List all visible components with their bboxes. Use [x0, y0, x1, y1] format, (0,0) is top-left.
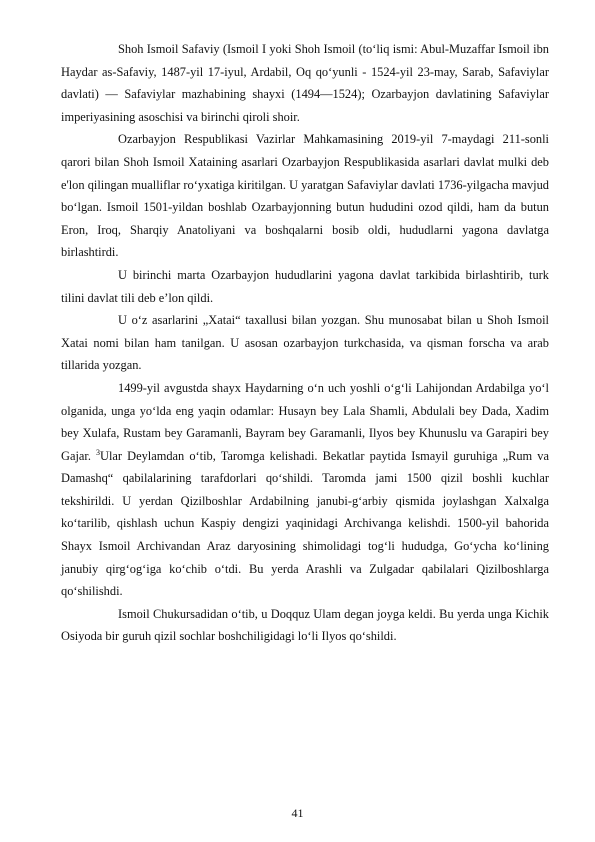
- paragraph-state-language: U birinchi marta Ozarbayjon hududlarini yagona davlat tarkibida birlashtirib, turk tilini davlat tili deb e’lon qildi.: [61, 267, 549, 305]
- paragraph-1499-journey-continued: Ular Deylamdan oʻtib, Taromga kelishadi. Bekatlar paytida Ismayil guruhiga „Rum va Damashq“ qabilalarining tarafdorlari qoʻshildi. Taromda jami 1500 qizil boshli kuchlar tekshirildi. U yerdan Qizilboshlar Ardabilning janubi-gʻarbiy qismida joylashgan Xalxalga koʻtarilib, qishlash uchun Kaspiy dengizi yaqinidagi Archivanga kelishdi. 1500-yil bahorida Shayx Ismoil Archivandan Araz daryosining shimolidagi togʻli hududga, Goʻycha koʻlining janubiy qirgʻogʻiga koʻchib oʻtdi. Bu yerda Arashli va Zulgadar qabilalari Qizilboshlarga qoʻshilishdi.: [61, 448, 549, 599]
- paragraph-doqquz-ulam: Ismoil Chukursadidan oʻtib, u Doqquz Ulam degan joyga keldi. Bu yerda unga Kichik Osiyoda bir guruh qizil sochlar boshchiligidagi loʻli Ilyos qoʻshildi.: [61, 606, 549, 644]
- footnote-marker: 3: [96, 447, 101, 457]
- paragraph-1499-journey-text: 1499-yil avgustda shayx Haydarning oʻn uch yoshli oʻgʻli Lahijondan Ardabilga yoʻl olganida, unga yoʻlda eng yaqin odamlar: Husayn bey Lala Shamli, Abdulali bey Dada, Xadim bey Xulafa, Rustam bey Garamanli, Bayram bey Garamanli, Ilyos bey Khunuslu va Garapiri bey Gajar.: [61, 380, 549, 463]
- paragraph-xatai-pen-name: U oʻz asarlarini „Xatai“ taxallusi bilan yozgan. Shu munosabat bilan u Shoh Ismoil Xatai nomi bilan ham tanilgan. U asosan ozarbayjon turkchasida, va qisman forscha va arab tillarida yozgan.: [61, 313, 549, 373]
- document-page: [61, 38, 549, 648]
- paragraph-shoh-ismoil-intro: Shoh Ismoil Safaviy (Ismoil I yoki Shoh Ismoil (toʻliq ismi: Abul-Muzaffar Ismoil ibn Haydar as-Safaviy, 1487-yil 17-iyul, Ardabil, Oq qoʻyunli - 1524-yil 23-may, Sarab, Safaviylar davlati) — Safaviylar mazhabining shayxi (1494—1524); Ozarbayjon davlatining Safaviylar imperiyasining asoschisi va birinchi qiroli shoir.: [61, 42, 549, 124]
- paragraph-1499-journey: [61, 377, 549, 603]
- page-number: 41: [291, 806, 304, 820]
- paragraph-cabinet-decree: Ozarbayjon Respublikasi Vazirlar Mahkamasining 2019-yil 7-maydagi 211-sonli qarori bilan Shoh Ismoil Xataining asarlari Ozarbayjon Respublikasida asarlari davlat mulki deb e'lon qilingan mualliflar roʻyxatiga kiritilgan. U yaratgan Safaviylar davlati 1736-yilgacha mavjud boʻlgan. Ismoil 1501-yildan boshlab Ozarbayjonning butun hududini ozod qildi, ham da butun Eron, Iroq, Sharqiy Anatoliyani va boshqalarni bosib oldi, hududlarni yagona davlatga birlashtirdi.: [61, 132, 549, 260]
